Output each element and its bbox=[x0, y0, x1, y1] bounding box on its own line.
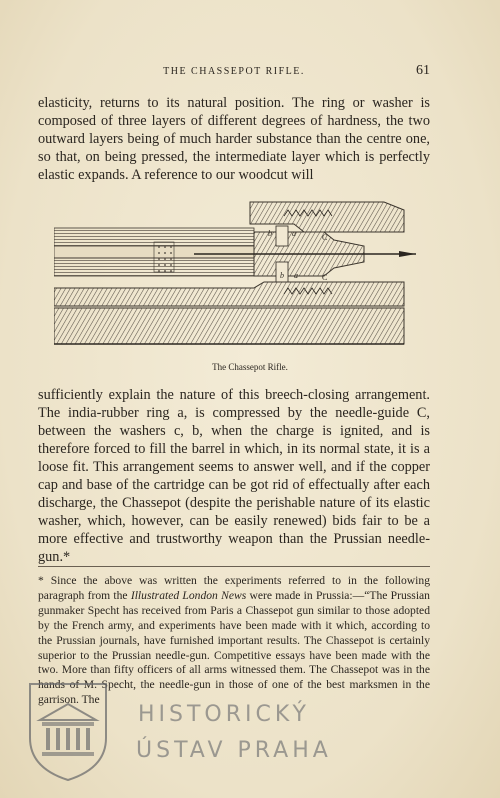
upper-receiver bbox=[250, 202, 404, 232]
stamp-text-line1: HISTORICKÝ bbox=[138, 702, 310, 727]
running-title: THE CHASSEPOT RIFLE. bbox=[163, 66, 305, 77]
paragraph-bottom: sufficiently explain the nature of this breech-closing arrangement. The india-rubber ring a, is compressed by the needle-guide C, between the washers c, b, when the charge is ignited, and is therefore forced to fill the barrel in which, in its normal state, it is a loose fit. This arrangement seems to answer well, and if the copper cap and base of the cartridge can be got rid of effectually after each discharge, the Chassepot (despite the perishable nature of its elastic washer, which, however, can be easily renewed) bids fair to be a more effective and trustworthy weapon than the Prussian needle-gun.* bbox=[38, 387, 430, 565]
footnote-text-before: * Since the above was written the experiments referred to in the following paragraph from the bbox=[38, 574, 430, 602]
stamp-seal-icon bbox=[22, 664, 114, 782]
footnote-italic-source: Illustrated London News bbox=[130, 588, 247, 602]
label-c-lower: C bbox=[322, 273, 328, 282]
label-a-upper: a bbox=[292, 229, 296, 238]
footnote-text-after: were made in Prussia:—“The Prussian gunmaker Specht has received from Paris a Chassepot gun similar to those adopted by the French army, and experiments have been made with it which, according to the Prussian journals, have furnished important results. The Chassepot is certainly superior to the Prussian needle-gun. Competitive essays have been made with the two. More than fifty officers of all arms witnessed them. The Chassepot was in the hands of M. Specht, the needle-gun in those of one of the best marksmen in the garrison. The bbox=[38, 588, 430, 707]
label-b-upper: b bbox=[268, 229, 272, 238]
footnote-rule bbox=[38, 566, 430, 567]
stamp-text-line2: ÚSTAV PRAHA bbox=[136, 738, 332, 763]
figure-caption: The Chassepot Rifle. bbox=[212, 362, 288, 372]
library-stamp bbox=[22, 664, 382, 784]
rifle-breech-woodcut bbox=[54, 196, 422, 346]
label-c-upper: C bbox=[322, 233, 328, 242]
label-a-lower: a bbox=[294, 271, 298, 280]
paragraph-top: elasticity, returns to its natural position. The ring or washer is composed of three layers of different degrees of hardness, the two outward layers being of much harder substance than the centre one, so that, on being pressed, the intermediate layer which is perfectly elastic expands. A reference to our woodcut will bbox=[38, 95, 430, 183]
running-head bbox=[38, 63, 430, 82]
lower-stock bbox=[54, 282, 404, 306]
label-b-lower: b bbox=[280, 271, 284, 280]
page-number: 61 bbox=[416, 63, 430, 78]
